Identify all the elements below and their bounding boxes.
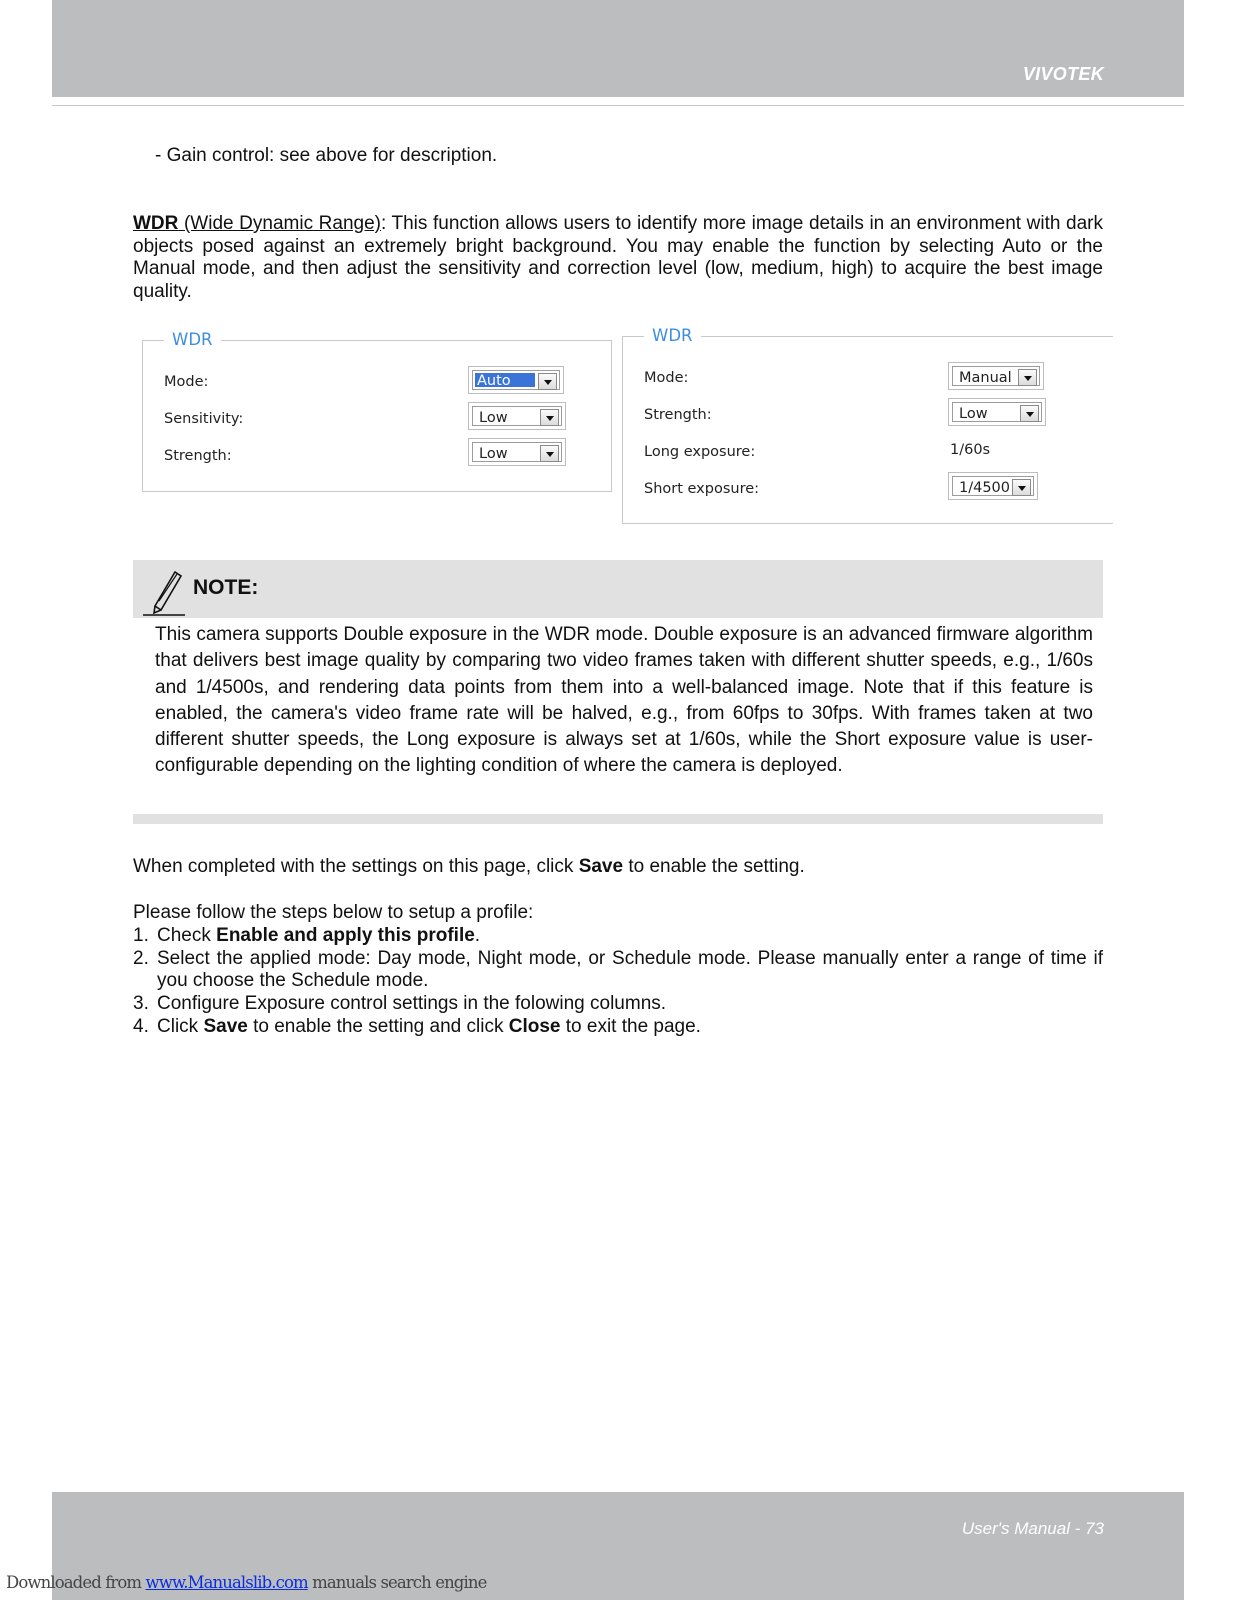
step-number: 2. (133, 947, 149, 969)
wdr-manual-strength-select[interactable] (948, 398, 1046, 426)
step-4-text-a: Click (157, 1015, 204, 1037)
save-instruction (133, 856, 805, 879)
select-frame (952, 476, 1034, 496)
wdr-auto-mode-label: Mode: (164, 374, 209, 390)
wdr-manual-strength-value: Low (959, 406, 988, 422)
pencil-icon (141, 566, 187, 616)
step-text (157, 925, 1103, 948)
wdr-auto-strength-select[interactable] (468, 438, 566, 466)
header-divider (52, 105, 1184, 106)
step-2 (133, 948, 1103, 994)
wdr-intro-body: : This function allows users to identify more image details in an environment with dark objects posed against an extremely bright background. You may enable the function by selecting Auto or the Manual mode, and then adjust the sensitivity and correction level (low, medium, high) to acquire the best image quality. (133, 213, 1104, 302)
chevron-down-icon[interactable] (1020, 405, 1039, 422)
wdr-manual-mode-select[interactable] (948, 362, 1044, 390)
brand-name: VIVOTEK (1022, 64, 1104, 84)
select-frame (472, 370, 560, 390)
wdr-manual-short-exposure-value: 1/4500 (959, 480, 1011, 496)
wdr-auto-legend: WDR (164, 330, 221, 349)
step-4-bold-save: Save (203, 1015, 248, 1037)
manualslib-link[interactable]: www.Manualslib.com (145, 1573, 308, 1592)
wdr-panel-manual (622, 322, 1104, 532)
wdr-auto-sensitivity-select[interactable] (468, 402, 566, 430)
chevron-down-icon[interactable] (1012, 479, 1031, 496)
step-text: Configure Exposure control settings in the folowing columns. (157, 993, 667, 1015)
wdr-intro-paragraph (133, 213, 1103, 303)
select-frame (952, 366, 1040, 386)
wdr-panel-auto (142, 326, 612, 496)
wdr-manual-strength-label: Strength: (644, 407, 712, 423)
wdr-manual-short-exposure-select[interactable] (948, 472, 1038, 500)
select-frame (472, 442, 562, 462)
wdr-auto-strength-value: Low (479, 446, 508, 462)
step-4-bold-close: Close (508, 1015, 561, 1037)
step-text (157, 1016, 1103, 1039)
page-label: User's Manual - 73 (961, 1519, 1104, 1538)
save-keyword: Save (578, 856, 624, 877)
step-4-text-c: to exit the page. (560, 1015, 701, 1037)
step-1-text-b: . (474, 924, 481, 946)
chevron-down-icon[interactable] (1018, 369, 1037, 386)
step-1-text-a: Check (157, 924, 217, 946)
wdr-auto-strength-label: Strength: (164, 448, 232, 464)
wdr-manual-long-exposure-value: 1/60s (950, 442, 991, 458)
gain-control-line: - Gain control: see above for description. (155, 145, 498, 166)
chevron-down-icon[interactable] (540, 445, 559, 462)
step-3 (133, 993, 1103, 1016)
wdr-term: WDR (133, 213, 179, 234)
step-4-text-b: to enable the setting and click (247, 1015, 509, 1037)
wdr-manual-legend: WDR (644, 326, 701, 345)
wdr-auto-mode-value: Auto (475, 373, 535, 387)
note-title: NOTE: (193, 576, 259, 599)
download-suffix: manuals search engine (307, 1573, 487, 1592)
step-1 (133, 925, 1103, 948)
header-band (52, 0, 1184, 97)
wdr-auto-sensitivity-value: Low (479, 410, 508, 426)
note-bottom-bar (133, 814, 1103, 824)
wdr-manual-mode-value: Manual (959, 370, 1012, 386)
step-number: 3. (133, 993, 149, 1015)
chevron-down-icon[interactable] (540, 409, 559, 426)
wdr-manual-short-exposure-label: Short exposure: (644, 481, 760, 497)
select-frame (472, 406, 562, 426)
profile-steps (133, 902, 1103, 1039)
wdr-term-full: (Wide Dynamic Range) (178, 213, 381, 234)
step-text: Select the applied mode: Day mode, Night mode, or Schedule mode. Please manually enter a range of time if you choose the Schedule mode. (157, 947, 1103, 992)
chevron-down-icon[interactable] (538, 373, 557, 390)
save-instruction-after: to enable the setting. (623, 856, 805, 877)
step-number: 1. (133, 924, 149, 946)
step-1-bold: Enable and apply this profile (216, 924, 475, 946)
select-frame (952, 402, 1042, 422)
save-instruction-before: When completed with the settings on this page, click (133, 856, 579, 877)
wdr-manual-mode-label: Mode: (644, 370, 689, 386)
wdr-auto-mode-select[interactable] (468, 366, 564, 394)
step-4 (133, 1016, 1103, 1039)
note-header (133, 560, 1103, 618)
wdr-auto-sensitivity-label: Sensitivity: (164, 411, 244, 427)
profile-steps-intro: Please follow the steps below to setup a profile: (133, 902, 534, 923)
wdr-manual-long-exposure-label: Long exposure: (644, 444, 756, 460)
step-number: 4. (133, 1015, 149, 1037)
note-body: This camera supports Double exposure in the WDR mode. Double exposure is an advanced firmware algorithm that delivers best image quality by comparing two video frames taken with different shutter speeds, e.g., 1/60s and 1/4500s, and rendering data points from them into a well-balanced image. Note that if this feature is enabled, the camera's video frame rate will be halved, e.g., from 60fps to 30fps. With frames taken at two different shutter speeds, the Long exposure is always set at 1/60s, while the Short exposure value is user-configurable depending on the lighting condition of where the camera is deployed. (155, 624, 1093, 777)
download-credit (6, 1573, 486, 1592)
download-prefix: Downloaded from (6, 1573, 146, 1592)
